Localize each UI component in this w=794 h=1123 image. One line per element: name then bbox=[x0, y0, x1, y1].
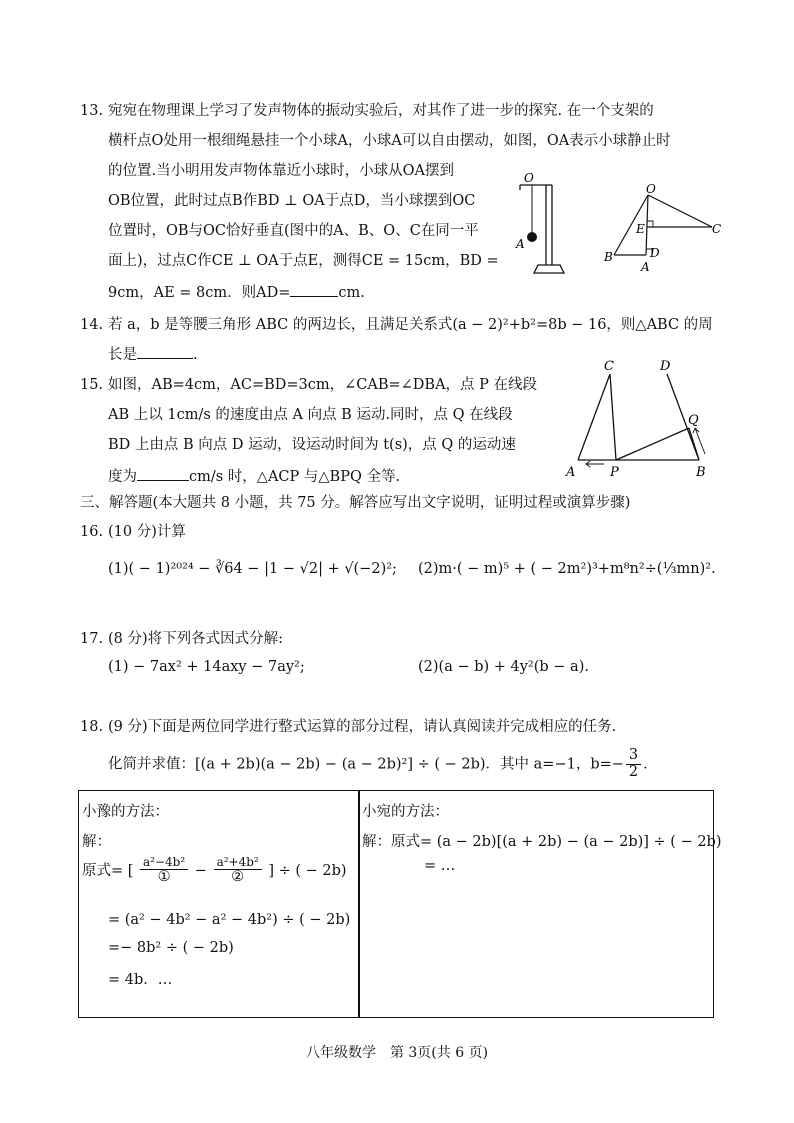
q16-title: 16. (10 分)计算 bbox=[80, 524, 186, 540]
q16-part-1: (1)( − 1)²⁰²⁴ − ∛64 − |1 − √2| + √(−2)²; bbox=[108, 561, 397, 577]
fig2-label-A: A bbox=[641, 260, 650, 274]
q15-line-1: 15. 如图，AB=4cm，AC=BD=3cm，∠CAB=∠DBA，点 P 在线段 bbox=[80, 377, 538, 393]
xiaoyu-jie: 解： bbox=[82, 834, 111, 850]
q14-line-2: 长是 . bbox=[108, 347, 198, 363]
fig3-label-A: A bbox=[566, 465, 576, 480]
fig3-label-C: C bbox=[604, 359, 614, 374]
xiaowan-step-2: = … bbox=[424, 858, 456, 874]
fig2-label-E: E bbox=[636, 222, 645, 236]
q13-line-4: OB位置，此时过点B作BD ⊥ OA于点D，当小球摆到OC bbox=[108, 193, 476, 209]
q15-line-3: BD 上由点 B 向点 D 运动，设运动时间为 t(s)，点 Q 的运动速 bbox=[108, 437, 516, 453]
q14-answer-blank[interactable] bbox=[137, 346, 193, 359]
q13-line-5: 位置时，OB与OC恰好垂直(图中的A、B、O、C在同一平 bbox=[108, 223, 479, 239]
xiaowan-step-1: 解：原式= (a − 2b)[(a + 2b) − (a − 2b)] ÷ ( − 2b) bbox=[362, 834, 722, 850]
fig2-label-D: D bbox=[650, 246, 660, 260]
q18-title: 18. (9 分)下面是两位同学进行整式运算的部分过程，请认真阅读并完成相应的任务. bbox=[80, 719, 617, 735]
section-3-heading: 三、解答题(本大题共 8 小题，共 75 分。解答应写出文字说明，证明过程或演算步骤) bbox=[80, 495, 631, 511]
xiaowan-title: 小宛的方法： bbox=[362, 804, 449, 820]
b-value-fraction: $\frac{3}{2}$ bbox=[626, 748, 641, 781]
congruent-triangles-figure bbox=[564, 356, 714, 482]
q17-part-1: (1) − 7ax² + 14axy − 7ay²; bbox=[108, 659, 305, 675]
xiaoyu-step-2: = (a² − 4b² − a² − 4b²) ÷ ( − 2b) bbox=[108, 912, 351, 928]
q16-part-2: (2)m·( − m)⁵ + ( − 2m²)³+m⁸n²÷(⅓mn)². bbox=[418, 561, 716, 577]
xiaoyu-step-4: = 4b．… bbox=[108, 972, 173, 988]
q13-line-1: 13. 宛宛在物理课上学习了发声物体的振动实验后，对其作了进一步的探究. 在一个支架的 bbox=[80, 103, 654, 119]
fig2-label-O: O bbox=[646, 183, 656, 196]
q13-line-2: 横杆点O处用一根细绳悬挂一个小球A，小球A可以自由摆动，如图，OA表示小球静止时 bbox=[108, 133, 671, 149]
q15-line-2: AB 上以 1cm/s 的速度由点 A 向点 B 运动.同时，点 Q 在线段 bbox=[108, 407, 513, 423]
q15-answer-blank[interactable] bbox=[137, 468, 189, 481]
fraction-2: $\frac{\text{a²+4b²}}{\text{②}}$ bbox=[214, 856, 262, 886]
fraction-1: $\frac{\text{a²−4b²}}{\text{①}}$ bbox=[140, 856, 188, 886]
q17-title: 17. (8 分)将下列各式因式分解: bbox=[80, 631, 284, 647]
triangle-oba-figure bbox=[600, 183, 730, 278]
q14-line-1: 14. 若 a，b 是等腰三角形 ABC 的两边长，且满足关系式(a − 2)²+b²=8b − 16，则△ABC 的周 bbox=[80, 317, 713, 333]
fig2-label-B: B bbox=[604, 250, 613, 264]
q13-line-6: 面上)，过点C作CE ⊥ OA于点E，测得CE = 15cm，BD = bbox=[108, 253, 499, 269]
fig3-label-D: D bbox=[660, 359, 671, 374]
xiaoyu-step-1: 原式= [ $\frac{\text{a²−4b²}}{\text{①}}$ − $\frac{\text{a²+4b²}}{\text{②}}$ ] ÷ ( − 2b) bbox=[82, 855, 347, 886]
q13-line-3: 的位置.当小明用发声物体靠近小球时，小球从OA摆到 bbox=[108, 163, 454, 179]
page-footer: 八年级数学 第 3页(共 6 页) bbox=[305, 1045, 489, 1061]
q13-line-7: 9cm，AE = 8cm．则AD= cm. bbox=[108, 285, 365, 301]
q15-line-4: 度为 cm/s 时，△ACP 与△BPQ 全等. bbox=[108, 469, 401, 485]
q13-answer-blank[interactable] bbox=[290, 284, 338, 297]
fig1-label-A: A bbox=[516, 237, 525, 251]
pendulum-figure bbox=[512, 170, 582, 278]
q17-part-2: (2)(a − b) + 4y²(b − a). bbox=[418, 659, 589, 675]
xiaowan-method-box bbox=[358, 790, 714, 1018]
q18-simplify-statement: 化简并求值：[(a + 2b)(a − 2b) − (a − 2b)²] ÷ ( − 2b)．其中 a=−1，b=− $\frac{3}{2}$ . bbox=[108, 747, 648, 780]
fig3-label-P: P bbox=[610, 465, 619, 480]
xiaoyu-title: 小豫的方法： bbox=[82, 804, 169, 820]
fig3-label-Q: Q bbox=[688, 413, 699, 428]
fig2-label-C: C bbox=[712, 222, 722, 236]
fig1-label-O: O bbox=[524, 171, 534, 185]
fig3-label-B: B bbox=[696, 465, 706, 480]
xiaoyu-step-3: =− 8b² ÷ ( − 2b) bbox=[108, 940, 234, 956]
